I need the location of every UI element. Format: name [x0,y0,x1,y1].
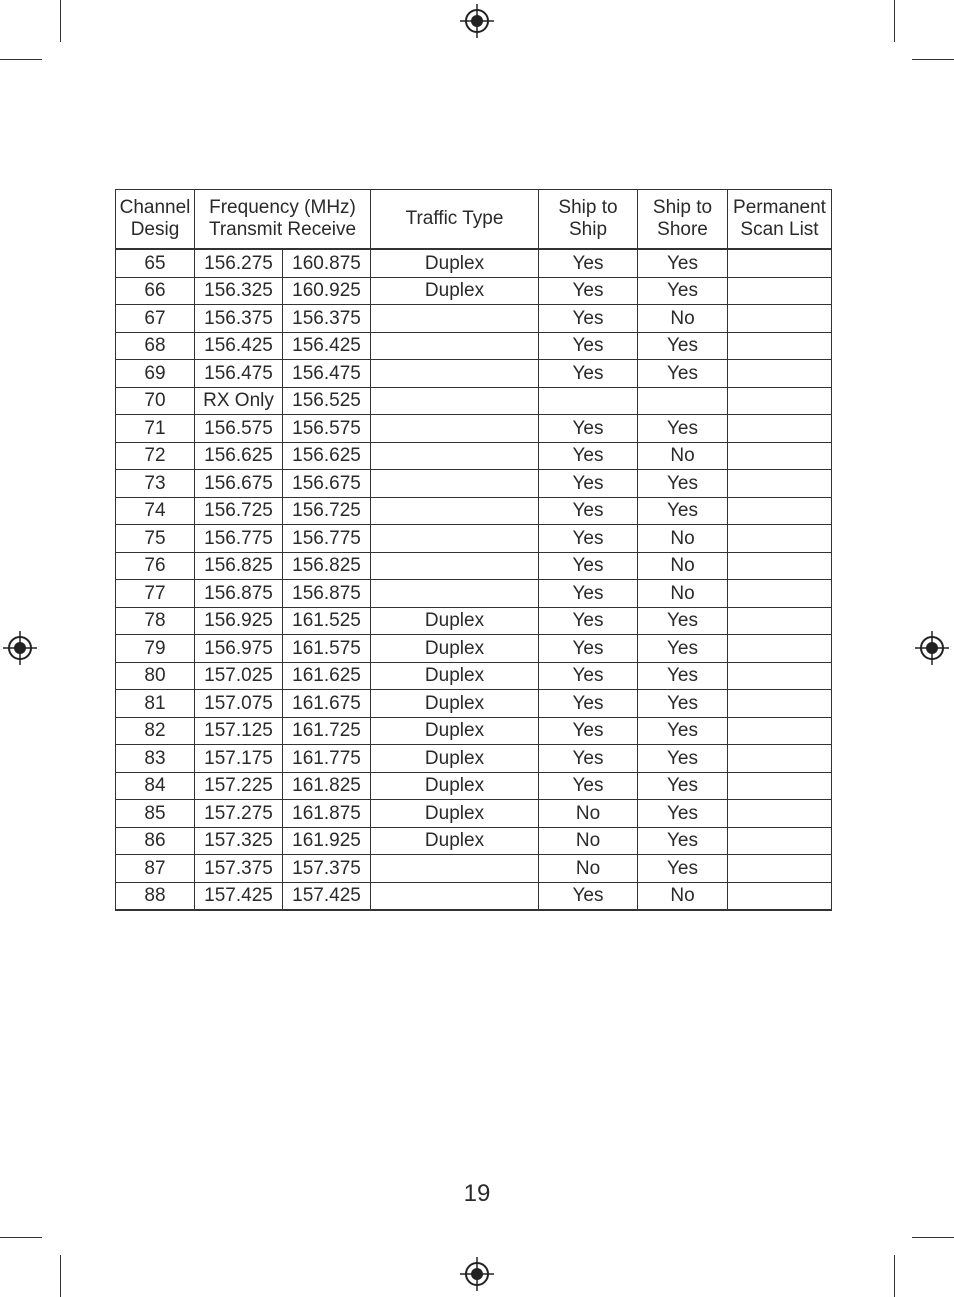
cell-ship-to-shore: Yes [638,855,728,883]
cell-ship-to-shore: Yes [638,607,728,635]
cell-permanent-scan-list [728,415,832,443]
cell-receive-frequency: 161.775 [283,745,371,773]
cell-ship-to-shore: Yes [638,662,728,690]
cell-receive-frequency: 161.875 [283,800,371,828]
cell-permanent-scan-list [728,717,832,745]
cell-ship-to-ship: Yes [539,277,638,305]
cell-permanent-scan-list [728,607,832,635]
cell-channel: 87 [116,855,195,883]
table-row [116,470,832,498]
cell-transmit-frequency: 157.175 [195,745,283,773]
cell-channel: 81 [116,690,195,718]
cell-channel: 73 [116,470,195,498]
table-row [116,882,832,910]
cell-ship-to-shore: No [638,442,728,470]
cell-permanent-scan-list [728,827,832,855]
header-frequency: Frequency (MHz) Transmit Receive [195,190,371,250]
cell-channel: 65 [116,249,195,277]
cell-permanent-scan-list [728,745,832,773]
table-row [116,855,832,883]
cell-permanent-scan-list [728,580,832,608]
cell-transmit-frequency: 156.775 [195,525,283,553]
cell-transmit-frequency: 157.425 [195,882,283,910]
cell-receive-frequency: 161.725 [283,717,371,745]
cell-receive-frequency: 157.375 [283,855,371,883]
cell-permanent-scan-list [728,387,832,415]
crop-mark-top-left-vertical [60,0,61,42]
cell-transmit-frequency: RX Only [195,387,283,415]
cell-permanent-scan-list [728,662,832,690]
table-row [116,745,832,773]
table-header-row [116,190,832,250]
crop-mark-bottom-left-vertical [60,1255,61,1297]
cell-receive-frequency: 156.375 [283,305,371,333]
cell-channel: 78 [116,607,195,635]
header-traffic-type: Traffic Type [371,190,539,250]
cell-ship-to-shore: Yes [638,717,728,745]
cell-traffic-type: Duplex [371,745,539,773]
cell-transmit-frequency: 156.875 [195,580,283,608]
cell-transmit-frequency: 157.325 [195,827,283,855]
cell-receive-frequency: 161.525 [283,607,371,635]
cell-ship-to-shore: No [638,525,728,553]
cell-ship-to-shore: Yes [638,277,728,305]
cell-permanent-scan-list [728,305,832,333]
cell-ship-to-ship: Yes [539,497,638,525]
table-row [116,497,832,525]
cell-ship-to-shore: No [638,305,728,333]
table-row [116,717,832,745]
crop-mark-top-left-horizontal [0,59,42,60]
cell-transmit-frequency: 156.625 [195,442,283,470]
cell-traffic-type [371,580,539,608]
registration-mark-bottom-icon [460,1257,494,1291]
cell-ship-to-ship: No [539,855,638,883]
cell-transmit-frequency: 156.575 [195,415,283,443]
table-row [116,772,832,800]
cell-traffic-type: Duplex [371,690,539,718]
cell-transmit-frequency: 157.375 [195,855,283,883]
cell-traffic-type: Duplex [371,827,539,855]
cell-transmit-frequency: 156.375 [195,305,283,333]
registration-mark-top-icon [460,4,494,38]
cell-receive-frequency: 161.825 [283,772,371,800]
cell-receive-frequency: 157.425 [283,882,371,910]
registration-mark-left-icon [3,631,37,665]
crop-mark-bottom-right-vertical [894,1255,895,1297]
cell-ship-to-shore: Yes [638,635,728,663]
cell-receive-frequency: 160.875 [283,249,371,277]
cell-ship-to-shore: Yes [638,800,728,828]
crop-mark-bottom-left-horizontal [0,1237,42,1238]
cell-transmit-frequency: 157.275 [195,800,283,828]
cell-ship-to-shore: Yes [638,827,728,855]
cell-traffic-type: Duplex [371,662,539,690]
cell-transmit-frequency: 156.725 [195,497,283,525]
cell-traffic-type [371,415,539,443]
cell-permanent-scan-list [728,332,832,360]
table-row [116,552,832,580]
cell-receive-frequency: 156.575 [283,415,371,443]
cell-ship-to-shore: Yes [638,690,728,718]
cell-channel: 77 [116,580,195,608]
cell-channel: 82 [116,717,195,745]
cell-receive-frequency: 161.625 [283,662,371,690]
table-row [116,800,832,828]
cell-permanent-scan-list [728,497,832,525]
cell-channel: 67 [116,305,195,333]
cell-traffic-type [371,525,539,553]
cell-channel: 76 [116,552,195,580]
cell-ship-to-ship: Yes [539,470,638,498]
cell-ship-to-shore: Yes [638,332,728,360]
cell-traffic-type [371,387,539,415]
cell-receive-frequency: 161.575 [283,635,371,663]
cell-permanent-scan-list [728,442,832,470]
cell-ship-to-ship: Yes [539,360,638,388]
cell-ship-to-shore: Yes [638,249,728,277]
cell-channel: 66 [116,277,195,305]
table-row [116,635,832,663]
cell-permanent-scan-list [728,552,832,580]
cell-permanent-scan-list [728,855,832,883]
cell-permanent-scan-list [728,360,832,388]
cell-traffic-type [371,305,539,333]
table-row [116,277,832,305]
cell-permanent-scan-list [728,525,832,553]
cell-ship-to-ship: Yes [539,332,638,360]
cell-channel: 71 [116,415,195,443]
cell-receive-frequency: 160.925 [283,277,371,305]
cell-permanent-scan-list [728,772,832,800]
cell-ship-to-ship: Yes [539,745,638,773]
page-number: 19 [463,1180,491,1207]
cell-receive-frequency: 161.925 [283,827,371,855]
table-row [116,827,832,855]
cell-receive-frequency: 161.675 [283,690,371,718]
cell-ship-to-ship: Yes [539,580,638,608]
cell-transmit-frequency: 156.325 [195,277,283,305]
cell-ship-to-ship: Yes [539,882,638,910]
cell-receive-frequency: 156.425 [283,332,371,360]
cell-traffic-type [371,882,539,910]
cell-transmit-frequency: 157.125 [195,717,283,745]
cell-ship-to-ship: Yes [539,607,638,635]
cell-ship-to-ship: Yes [539,442,638,470]
cell-transmit-frequency: 157.025 [195,662,283,690]
cell-ship-to-ship: No [539,827,638,855]
cell-channel: 75 [116,525,195,553]
cell-receive-frequency: 156.825 [283,552,371,580]
cell-ship-to-ship: Yes [539,525,638,553]
cell-transmit-frequency: 156.275 [195,249,283,277]
table-row [116,415,832,443]
cell-transmit-frequency: 156.975 [195,635,283,663]
cell-ship-to-shore [638,387,728,415]
cell-channel: 86 [116,827,195,855]
cell-permanent-scan-list [728,277,832,305]
cell-traffic-type [371,470,539,498]
cell-permanent-scan-list [728,800,832,828]
cell-receive-frequency: 156.675 [283,470,371,498]
channel-table [115,189,832,911]
cell-traffic-type [371,442,539,470]
cell-ship-to-shore: No [638,552,728,580]
cell-ship-to-ship: Yes [539,690,638,718]
header-permanent-scan-list: Permanent Scan List [728,190,832,250]
crop-mark-bottom-right-horizontal [912,1237,954,1238]
cell-ship-to-ship [539,387,638,415]
cell-ship-to-shore: No [638,580,728,608]
cell-channel: 85 [116,800,195,828]
table-row [116,360,832,388]
cell-ship-to-ship: Yes [539,415,638,443]
cell-traffic-type [371,332,539,360]
cell-receive-frequency: 156.625 [283,442,371,470]
cell-ship-to-ship: Yes [539,772,638,800]
cell-channel: 74 [116,497,195,525]
cell-transmit-frequency: 157.075 [195,690,283,718]
cell-traffic-type [371,360,539,388]
table-row [116,387,832,415]
cell-traffic-type [371,855,539,883]
cell-permanent-scan-list [728,690,832,718]
cell-traffic-type: Duplex [371,635,539,663]
cell-transmit-frequency: 156.675 [195,470,283,498]
cell-traffic-type [371,497,539,525]
cell-ship-to-shore: Yes [638,470,728,498]
cell-channel: 70 [116,387,195,415]
cell-channel: 72 [116,442,195,470]
table-row [116,607,832,635]
cell-traffic-type: Duplex [371,717,539,745]
cell-transmit-frequency: 156.925 [195,607,283,635]
cell-ship-to-ship: Yes [539,249,638,277]
table-row [116,662,832,690]
cell-traffic-type: Duplex [371,800,539,828]
cell-traffic-type [371,552,539,580]
cell-ship-to-ship: Yes [539,717,638,745]
cell-channel: 69 [116,360,195,388]
table-row [116,249,832,277]
crop-mark-top-right-vertical [894,0,895,42]
cell-ship-to-ship: Yes [539,662,638,690]
cell-receive-frequency: 156.525 [283,387,371,415]
crop-mark-top-right-horizontal [912,59,954,60]
cell-receive-frequency: 156.725 [283,497,371,525]
cell-ship-to-ship: Yes [539,635,638,663]
cell-channel: 79 [116,635,195,663]
header-ship-to-shore: Ship to Shore [638,190,728,250]
cell-channel: 83 [116,745,195,773]
cell-channel: 88 [116,882,195,910]
cell-channel: 80 [116,662,195,690]
cell-traffic-type: Duplex [371,277,539,305]
cell-ship-to-ship: Yes [539,552,638,580]
cell-ship-to-shore: Yes [638,360,728,388]
cell-ship-to-ship: No [539,800,638,828]
cell-permanent-scan-list [728,882,832,910]
cell-transmit-frequency: 156.825 [195,552,283,580]
table-row [116,332,832,360]
cell-ship-to-shore: Yes [638,415,728,443]
table-row [116,305,832,333]
cell-transmit-frequency: 156.475 [195,360,283,388]
table-row [116,442,832,470]
cell-ship-to-shore: Yes [638,745,728,773]
table-row [116,525,832,553]
cell-transmit-frequency: 156.425 [195,332,283,360]
cell-ship-to-shore: Yes [638,497,728,525]
cell-receive-frequency: 156.775 [283,525,371,553]
cell-receive-frequency: 156.875 [283,580,371,608]
cell-ship-to-shore: Yes [638,772,728,800]
header-channel: Channel Desig [116,190,195,250]
cell-receive-frequency: 156.475 [283,360,371,388]
cell-traffic-type: Duplex [371,772,539,800]
cell-traffic-type: Duplex [371,249,539,277]
cell-transmit-frequency: 157.225 [195,772,283,800]
registration-mark-right-icon [915,631,949,665]
cell-ship-to-ship: Yes [539,305,638,333]
table-row [116,580,832,608]
table-row [116,690,832,718]
cell-channel: 84 [116,772,195,800]
cell-permanent-scan-list [728,470,832,498]
cell-permanent-scan-list [728,249,832,277]
cell-channel: 68 [116,332,195,360]
cell-traffic-type: Duplex [371,607,539,635]
cell-ship-to-shore: No [638,882,728,910]
cell-permanent-scan-list [728,635,832,663]
header-ship-to-ship: Ship to Ship [539,190,638,250]
